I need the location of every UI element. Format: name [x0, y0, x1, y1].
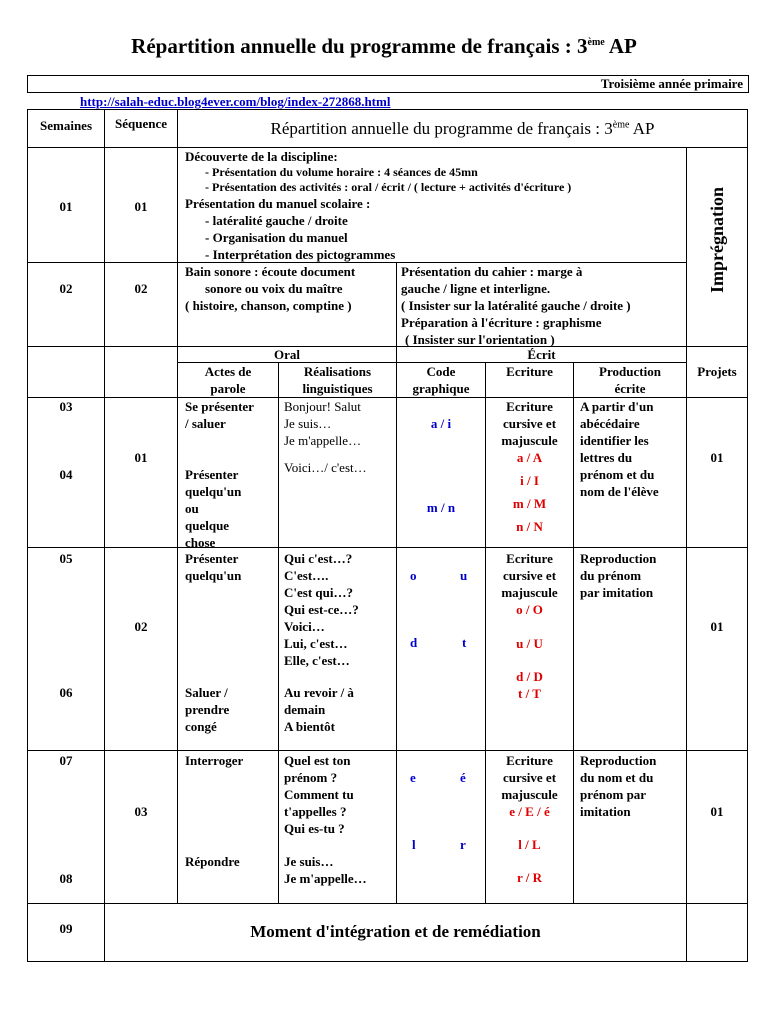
page-title-text: Répartition annuelle du programme de français : 3 [131, 34, 588, 58]
subheader-production-line: écrite [614, 381, 646, 396]
block1-production-line: A partir d'un [580, 399, 654, 414]
block3-real-line: Je suis… [284, 854, 334, 869]
subheader-actes-line: parole [210, 381, 246, 396]
block2-ecriture-letter: t / T [518, 686, 541, 701]
subheader-projets: Projets [697, 364, 737, 379]
row2-right [401, 263, 685, 348]
block2-code-a2: u [460, 568, 468, 583]
block2-real-line: Qui c'est…? [284, 551, 353, 566]
block3-ecriture-letter: e / E / é [509, 804, 550, 819]
row2-right-line: Préparation à l'écriture : graphisme [401, 315, 602, 330]
block2-real-line: demain [284, 702, 326, 717]
block1-sequence: 01 [134, 450, 148, 465]
row2-right-line: ( Insister sur l'orientation ) [405, 332, 555, 347]
block3-code-a2: é [460, 770, 466, 785]
block2-real-line: Au revoir / à [284, 685, 354, 700]
row2-left-line: Bain sonore : écoute document [185, 264, 356, 279]
block2-real-line: C'est qui…? [284, 585, 353, 600]
block1-actes-line: Présenter [185, 467, 239, 482]
block2-code-a1: o [410, 568, 417, 583]
block3-ecriture-letter: r / R [516, 870, 543, 885]
block2-code-b1: d [410, 635, 418, 650]
row2-left-line: ( histoire, chanson, comptine ) [185, 298, 352, 313]
block1-actes-line: Se présenter [185, 399, 254, 414]
block2-realisations-b [284, 684, 354, 735]
row1-line: - Présentation du volume horaire : 4 séances de 45mn [205, 165, 478, 179]
block2-production-line: du prénom [580, 568, 642, 583]
page-title [0, 33, 768, 59]
header-title-sup: ème [612, 119, 630, 131]
block1-week-b: 04 [59, 467, 73, 482]
header-weeks: Semaines [40, 118, 92, 133]
block3-sequence: 03 [134, 804, 148, 819]
block2-ecriture-head: cursive et [502, 568, 557, 583]
header-sequence: Séquence [115, 116, 167, 131]
block3-production-line: du nom et du [580, 770, 654, 785]
subheader-ecriture: Ecriture [506, 364, 553, 379]
block3-ecriture-head: Ecriture [506, 753, 553, 768]
block1-ecriture [486, 398, 573, 535]
block1-actes-line: / saluer [185, 416, 226, 431]
row9-text: Moment d'intégration et de remédiation [250, 922, 541, 941]
block2-production-line: par imitation [580, 585, 654, 600]
block2-actes-line: prendre [185, 702, 230, 717]
block2-realisations-a [284, 550, 359, 669]
subheader-production [574, 363, 686, 397]
block1-production [580, 398, 659, 500]
row2-left [185, 263, 395, 314]
block1-production-line: prénom et du [580, 467, 655, 482]
subheader-code-line: Code [426, 364, 456, 379]
block3-production-line: Reproduction [580, 753, 657, 768]
subheader-ecrit: Écrit [527, 347, 556, 362]
block2-real-line: A bientôt [284, 719, 335, 734]
block3-code-b1: l [412, 837, 416, 852]
page-title-end: AP [604, 34, 637, 58]
row1-line: - Organisation du manuel [205, 230, 348, 245]
subheader-realisations [279, 363, 396, 397]
block3-realisations-a [284, 752, 354, 837]
block2-actes-a [185, 550, 241, 584]
block2-code-b2: t [462, 635, 467, 650]
block3-production-line: imitation [580, 804, 631, 819]
block1-actes-a [185, 398, 254, 432]
row1-week: 01 [59, 199, 73, 214]
block3-real-line: prénom ? [284, 770, 338, 785]
block3-actes-b: Répondre [185, 854, 240, 869]
block2-real-line: Qui est-ce…? [284, 602, 359, 617]
block2-actes-line: quelqu'un [185, 568, 242, 583]
source-link[interactable]: http://salah-educ.blog4ever.com/blog/index-272868.html [80, 94, 391, 109]
block1-real-line: Je suis… [284, 416, 332, 431]
block2-ecriture-letter: o / O [516, 602, 543, 617]
header-title [178, 119, 747, 139]
subheader-production-line: Production [599, 364, 661, 379]
block2-week-a: 05 [59, 551, 73, 566]
block1-actes-line: chose [185, 535, 216, 550]
block2-production-line: Reproduction [580, 551, 657, 566]
block1-actes-b [185, 466, 241, 551]
block1-week-a: 03 [59, 399, 73, 414]
block3-code-b2: r [460, 837, 466, 852]
block2-production [580, 550, 656, 601]
block3-ecriture [486, 752, 573, 886]
block1-ecriture-letter: i / I [520, 473, 539, 488]
block3-ecriture-letter: l / L [518, 837, 541, 852]
row2-week: 02 [59, 281, 73, 296]
block3-real-line: Qui es-tu ? [284, 821, 345, 836]
block1-ecriture-letter: a / A [516, 450, 543, 465]
row9-week: 09 [59, 921, 73, 936]
block2-real-line: C'est…. [284, 568, 329, 583]
subheader-oral: Oral [274, 347, 300, 362]
block2-ecriture-letter: u / U [516, 636, 543, 651]
row1-line: - Interprétation des pictogrammes [205, 247, 396, 262]
subheader-code-line: graphique [412, 381, 470, 396]
row1-line: - Présentation des activités : oral / écrit / ( lecture + activités d'écriture ) [205, 180, 572, 194]
row2-left-line: sonore ou voix du maître [205, 281, 343, 296]
block1-projet: 01 [710, 450, 724, 465]
block2-week-b: 06 [59, 685, 73, 700]
block3-production-line: prénom par [580, 787, 647, 802]
block1-code-b: m / n [426, 500, 456, 515]
subheader-actes-line: Actes de [204, 364, 252, 379]
block1-ecriture-letter: n / N [516, 519, 543, 534]
subheader-realisations-line: linguistiques [302, 381, 373, 396]
block3-week-b: 08 [59, 871, 73, 886]
block1-production-line: nom de l'élève [580, 484, 659, 499]
subheader-actes [178, 363, 278, 397]
block2-ecriture-letter: d / D [516, 669, 543, 684]
block2-real-line: Voici… [284, 619, 325, 634]
block1-actes-line: quelqu'un [185, 484, 242, 499]
impregnation-label: Imprégnation [707, 186, 727, 294]
row1-line: Découverte de la discipline: [185, 149, 338, 164]
block1-code-a: a / i [430, 416, 452, 431]
page-title-sup: ème [587, 37, 605, 48]
subheader-realisations-line: Réalisations [303, 364, 372, 379]
row2-right-line: ( Insister sur la latéralité gauche / droite ) [401, 298, 631, 313]
row1-content [185, 148, 685, 263]
block3-week-a: 07 [59, 753, 73, 768]
header-title-end: AP [629, 119, 655, 138]
block2-ecriture [486, 550, 573, 702]
block3-realisations-b [284, 853, 367, 887]
block1-production-line: abécédaire [580, 416, 640, 431]
block2-ecriture-head: Ecriture [506, 551, 553, 566]
row2-sequence: 02 [134, 281, 148, 296]
block3-code-a1: e [410, 770, 416, 785]
block3-real-line: Je m'appelle… [284, 871, 367, 886]
block3-production [580, 752, 656, 820]
row2-right-line: gauche / ligne et interligne. [401, 281, 551, 296]
block1-actes-line: quelque [185, 518, 230, 533]
block1-actes-line: ou [185, 501, 199, 516]
block3-real-line: Quel est ton [284, 753, 351, 768]
block1-production-line: lettres du [580, 450, 633, 465]
row1-line: Présentation du manuel scolaire : [185, 196, 371, 211]
block2-sequence: 02 [134, 619, 148, 634]
block1-real-line: Bonjour! Salut [284, 399, 361, 414]
row1-sequence: 01 [134, 199, 148, 214]
block3-real-line: Comment tu [284, 787, 354, 802]
block2-real-line: Elle, c'est… [284, 653, 350, 668]
subheader-code [397, 363, 485, 397]
block2-actes-line: congé [185, 719, 217, 734]
block1-ecriture-letter: m / M [512, 496, 547, 511]
block1-ecriture-head: majuscule [501, 433, 558, 448]
row1-line: - latéralité gauche / droite [205, 213, 348, 228]
block1-ecriture-head: cursive et [502, 416, 557, 431]
block2-ecriture-head: majuscule [501, 585, 558, 600]
block3-ecriture-head: cursive et [502, 770, 557, 785]
block1-production-line: identifier les [580, 433, 649, 448]
block1-realisations-b: Voici…/ c'est… [284, 460, 367, 475]
block3-real-line: t'appelles ? [284, 804, 347, 819]
row2-right-line: Présentation du cahier : marge à [401, 264, 583, 279]
block2-actes-b [185, 684, 229, 735]
block2-projet: 01 [710, 619, 724, 634]
header-title-text: Répartition annuelle du programme de français : 3 [270, 119, 613, 138]
block1-real-line: Je m'appelle… [284, 433, 362, 448]
block3-ecriture-head: majuscule [501, 787, 558, 802]
block2-actes-line: Saluer / [185, 685, 228, 700]
level-label: Troisième année primaire [600, 76, 743, 91]
block2-actes-line: Présenter [185, 551, 239, 566]
block1-ecriture-head: Ecriture [506, 399, 553, 414]
block3-projet: 01 [710, 804, 724, 819]
block1-realisations-a [284, 398, 361, 449]
block2-real-line: Lui, c'est… [284, 636, 348, 651]
block3-actes-a: Interroger [185, 753, 244, 768]
